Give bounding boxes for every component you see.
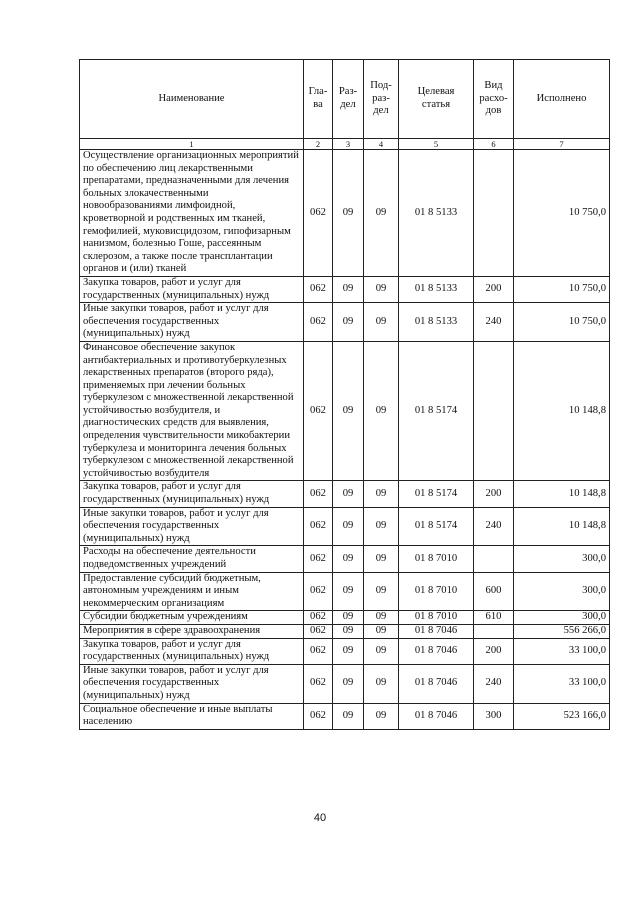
row-target: 01 8 7010 <box>399 611 474 625</box>
row-type: 200 <box>474 638 514 664</box>
row-amount: 33 100,0 <box>514 664 610 703</box>
row-subsection: 09 <box>364 611 399 625</box>
row-name: Закупка товаров, работ и услуг для государственных (муниципальных) нужд <box>80 481 304 507</box>
table-row <box>80 664 610 703</box>
row-type <box>474 341 514 481</box>
row-chapter: 062 <box>304 150 333 277</box>
row-amount: 33 100,0 <box>514 638 610 664</box>
row-name: Иные закупки товаров, работ и услуг для обеспечения государственных (муниципальных) нужд <box>80 664 304 703</box>
row-name: Финансовое обеспечение закупок антибактериальных и противотуберкулезных лекарственных препаратов (второго ряда), применяемых при лечении больных туберкулезом с множественной лекарственной устойчивостью возбудителя, и диагностических средств для выявления, определения чувствительности микобактерии туберкулеза и мониторинга лечения больных туберкулезом с множественной лекарственной устойчивостью возбудителя <box>80 341 304 481</box>
column-number: 4 <box>364 139 399 150</box>
table-row <box>80 341 610 481</box>
column-number: 1 <box>80 139 304 150</box>
row-section: 09 <box>333 638 364 664</box>
row-amount: 10 750,0 <box>514 303 610 342</box>
row-subsection: 09 <box>364 507 399 546</box>
row-chapter: 062 <box>304 507 333 546</box>
row-amount: 10 750,0 <box>514 150 610 277</box>
row-chapter: 062 <box>304 546 333 572</box>
row-name: Иные закупки товаров, работ и услуг для обеспечения государственных (муниципальных) нужд <box>80 303 304 342</box>
column-number: 7 <box>514 139 610 150</box>
page-number: 40 <box>313 812 327 824</box>
column-number: 6 <box>474 139 514 150</box>
table-row <box>80 572 610 611</box>
row-section: 09 <box>333 303 364 342</box>
row-target: 01 8 7046 <box>399 703 474 729</box>
row-section: 09 <box>333 624 364 638</box>
row-target: 01 8 5174 <box>399 507 474 546</box>
row-section: 09 <box>333 703 364 729</box>
row-section: 09 <box>333 611 364 625</box>
row-target: 01 8 5133 <box>399 150 474 277</box>
header-row <box>80 60 610 139</box>
row-chapter: 062 <box>304 276 333 302</box>
row-chapter: 062 <box>304 303 333 342</box>
table-row <box>80 638 610 664</box>
row-type: 240 <box>474 303 514 342</box>
row-subsection: 09 <box>364 276 399 302</box>
row-amount: 300,0 <box>514 611 610 625</box>
row-name: Расходы на обеспечение деятельности подведомственных учреждений <box>80 546 304 572</box>
row-subsection: 09 <box>364 546 399 572</box>
row-name: Мероприятия в сфере здравоохранения <box>80 624 304 638</box>
row-chapter: 062 <box>304 638 333 664</box>
row-subsection: 09 <box>364 624 399 638</box>
row-subsection: 09 <box>364 150 399 277</box>
budget-table <box>79 59 610 730</box>
row-section: 09 <box>333 546 364 572</box>
row-amount: 10 148,8 <box>514 341 610 481</box>
column-number: 3 <box>333 139 364 150</box>
row-name: Предоставление субсидий бюджетным, автономным учреждениям и иным некоммерческим организациям <box>80 572 304 611</box>
table-row <box>80 703 610 729</box>
header-chapter: Гла- ва <box>304 60 333 139</box>
row-target: 01 8 5174 <box>399 481 474 507</box>
table-row <box>80 624 610 638</box>
row-target: 01 8 5133 <box>399 276 474 302</box>
row-amount: 10 148,8 <box>514 507 610 546</box>
row-chapter: 062 <box>304 703 333 729</box>
row-chapter: 062 <box>304 481 333 507</box>
row-subsection: 09 <box>364 481 399 507</box>
row-target: 01 8 7046 <box>399 638 474 664</box>
row-target: 01 8 7010 <box>399 572 474 611</box>
row-type: 610 <box>474 611 514 625</box>
row-section: 09 <box>333 150 364 277</box>
table-row <box>80 150 610 277</box>
row-chapter: 062 <box>304 611 333 625</box>
column-number-row <box>80 139 610 150</box>
row-section: 09 <box>333 481 364 507</box>
table-row <box>80 546 610 572</box>
column-number: 2 <box>304 139 333 150</box>
row-name: Закупка товаров, работ и услуг для государственных (муниципальных) нужд <box>80 276 304 302</box>
row-subsection: 09 <box>364 341 399 481</box>
row-type <box>474 546 514 572</box>
row-amount: 523 166,0 <box>514 703 610 729</box>
row-chapter: 062 <box>304 624 333 638</box>
row-amount: 300,0 <box>514 546 610 572</box>
row-section: 09 <box>333 276 364 302</box>
row-amount: 300,0 <box>514 572 610 611</box>
row-target: 01 8 5174 <box>399 341 474 481</box>
row-subsection: 09 <box>364 303 399 342</box>
header-target: Целевая статья <box>399 60 474 139</box>
row-target: 01 8 7046 <box>399 664 474 703</box>
row-amount: 10 750,0 <box>514 276 610 302</box>
row-type: 240 <box>474 664 514 703</box>
row-type: 300 <box>474 703 514 729</box>
row-amount: 556 266,0 <box>514 624 610 638</box>
row-name: Закупка товаров, работ и услуг для государственных (муниципальных) нужд <box>80 638 304 664</box>
row-subsection: 09 <box>364 638 399 664</box>
row-type: 240 <box>474 507 514 546</box>
row-chapter: 062 <box>304 341 333 481</box>
table-row <box>80 303 610 342</box>
row-subsection: 09 <box>364 664 399 703</box>
row-target: 01 8 7010 <box>399 546 474 572</box>
row-target: 01 8 7046 <box>399 624 474 638</box>
table-row <box>80 611 610 625</box>
row-section: 09 <box>333 507 364 546</box>
row-type: 200 <box>474 276 514 302</box>
table-row <box>80 481 610 507</box>
row-name: Социальное обеспечение и иные выплаты населению <box>80 703 304 729</box>
row-section: 09 <box>333 341 364 481</box>
row-section: 09 <box>333 572 364 611</box>
header-name: Наименование <box>80 60 304 139</box>
header-type: Вид расхо- дов <box>474 60 514 139</box>
row-chapter: 062 <box>304 572 333 611</box>
table-row <box>80 507 610 546</box>
row-type: 600 <box>474 572 514 611</box>
row-type <box>474 150 514 277</box>
row-amount: 10 148,8 <box>514 481 610 507</box>
row-name: Иные закупки товаров, работ и услуг для обеспечения государственных (муниципальных) нужд <box>80 507 304 546</box>
header-subsection: Под- раз- дел <box>364 60 399 139</box>
header-executed: Исполнено <box>514 60 610 139</box>
column-number: 5 <box>399 139 474 150</box>
table-row <box>80 276 610 302</box>
row-subsection: 09 <box>364 703 399 729</box>
row-section: 09 <box>333 664 364 703</box>
row-type <box>474 624 514 638</box>
row-subsection: 09 <box>364 572 399 611</box>
row-name: Субсидии бюджетным учреждениям <box>80 611 304 625</box>
row-type: 200 <box>474 481 514 507</box>
row-chapter: 062 <box>304 664 333 703</box>
header-section: Раз- дел <box>333 60 364 139</box>
row-target: 01 8 5133 <box>399 303 474 342</box>
row-name: Осуществление организационных мероприятий по обеспечению лиц лекарственными препаратами, предназначенными для лечения больных злокачественными новообразованиями лимфоидной, кроветворной и родственных им тканей, гемофилией, муковисцидозом, гипофизарным нанизмом, болезнью Гоше, рассеянным склерозом, а также после трансплантации органов и (или) тканей <box>80 150 304 277</box>
